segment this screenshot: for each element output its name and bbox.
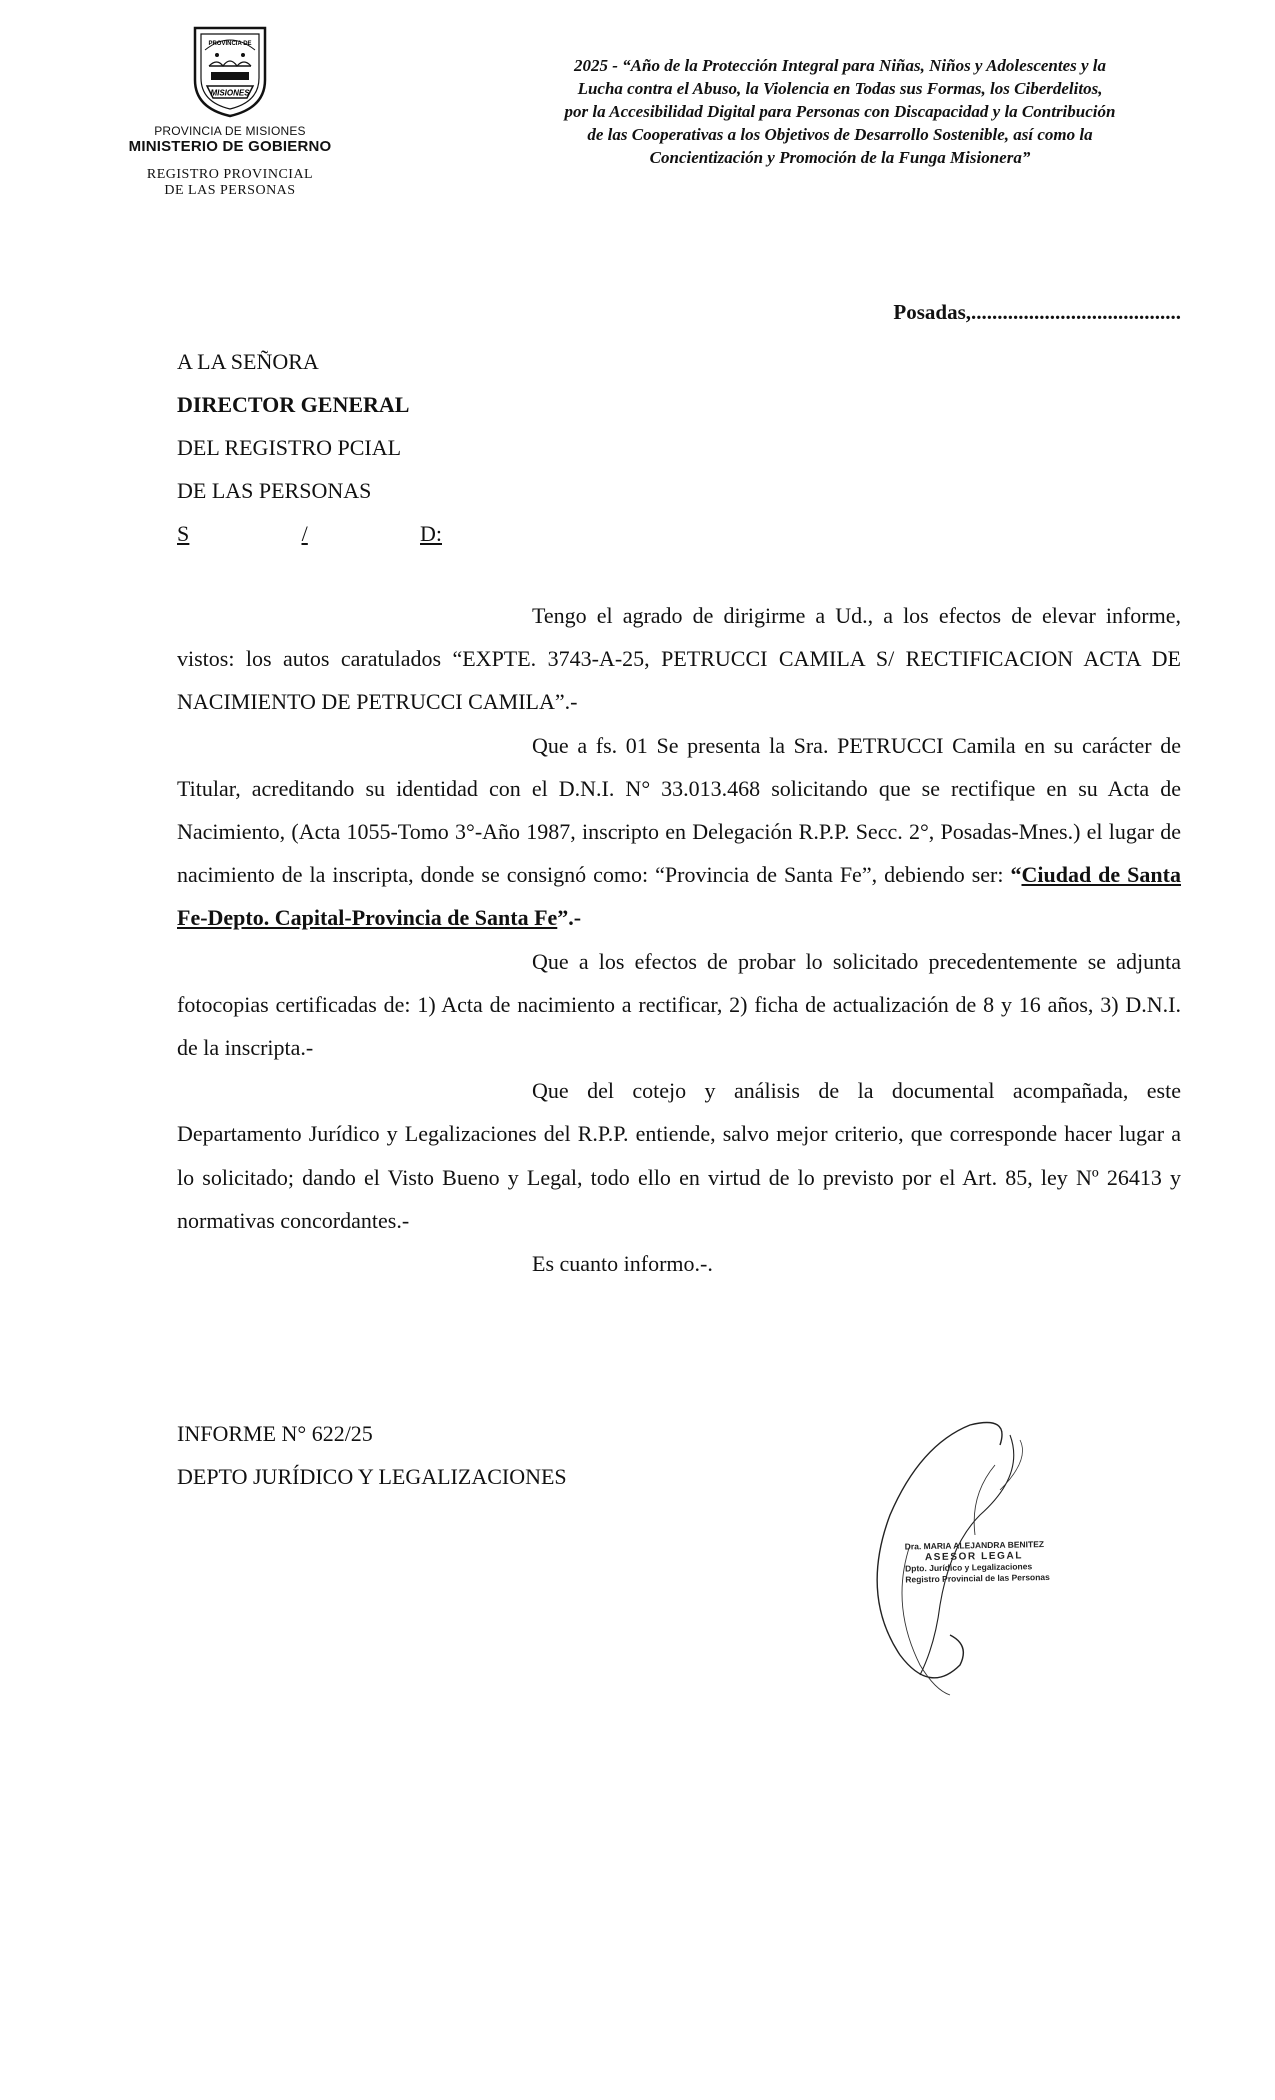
signature-stamp — [905, 1539, 1076, 1586]
addressee-line: DEL REGISTRO PCIAL — [177, 435, 402, 460]
addressee-title: DIRECTOR GENERAL — [177, 392, 410, 417]
addressee-line: A LA SEÑORA — [177, 349, 319, 374]
provincial-coat-of-arms-icon — [187, 20, 273, 120]
svg-text:PROVINCIA DE: PROVINCIA DE — [208, 41, 252, 47]
addressee-line: DE LAS PERSONAS — [177, 478, 372, 503]
place-date: Posadas,........................................ — [893, 300, 1181, 324]
department-name: DEPTO JURÍDICO Y LEGALIZACIONES — [177, 1464, 567, 1489]
letterhead — [100, 20, 360, 199]
sd-mid: / — [301, 521, 308, 546]
body-paragraph: Que del cotejo y análisis de la documental acompañada, este Departamento Jurídico y Legalizaciones del R.P.P. entiende, salvo mejor criterio, que corresponde hacer lugar a lo solicitado; dando el Visto Bueno y Legal, todo ello en virtud de lo previsto por el Art. 85, ley Nº 26413 y normativas concordantes.- — [177, 1078, 1181, 1233]
report-body — [177, 594, 1181, 1285]
corrected-birthplace: Ciudad de Santa Fe-Depto. Capital-Provincia de Santa Fe — [177, 862, 1181, 931]
motto-line: Lucha contra el Abuso, la Violencia en Todas sus Formas, los Ciberdelitos, — [577, 79, 1103, 98]
body-paragraph-closing: Es cuanto informo.-. — [532, 1251, 713, 1277]
quote-close: ”.- — [557, 905, 582, 931]
stamp-dept: Dpto. Jurídico y Legalizaciones — [905, 1561, 1033, 1574]
year-motto — [490, 54, 1190, 169]
report-number: INFORME N° 622/25 — [177, 1421, 373, 1446]
registry-name-line2: DE LAS PERSONAS — [164, 183, 296, 198]
stamp-role: ASESOR LEGAL — [924, 1550, 1024, 1564]
sd-right: D: — [420, 521, 442, 546]
svg-text:MISIONES: MISIONES — [210, 88, 250, 98]
ministry-name: MINISTERIO DE GOBIERNO — [128, 138, 332, 155]
quote-open: “ — [1010, 862, 1022, 888]
province-name: PROVINCIA DE MISIONES — [154, 124, 306, 138]
paragraph-text: Que a fs. 01 Se presenta la Sra. PETRUCCI Camila en su carácter de Titular, acreditando su identidad con el D.N.I. N° 33.013.468 solicitando que se rectifique en su Acta de Nacimiento, (Acta 1055-Tomo 3°-Año 1987, inscripto en Delegación R.P.P. Secc. 2°, Posadas-Mnes.) el lugar de nacimiento de la inscripta, donde se consignó como: “Provincia de Santa Fe”, debiendo ser: — [177, 732, 1181, 888]
motto-line: Concientización y Promoción de la Funga Misionera” — [649, 148, 1031, 167]
motto-line: 2025 - “Año de la Protección Integral para Niñas, Niños y Adolescentes y la — [573, 56, 1107, 75]
motto-line: por la Accesibilidad Digital para Personas con Discapacidad y la Contribución — [564, 102, 1116, 121]
report-footer — [177, 1412, 567, 1498]
stamp-org: Registro Provincial de las Personas — [905, 1571, 1050, 1585]
addressee-block — [177, 340, 442, 555]
sd-salutation — [177, 512, 442, 555]
registry-name-line1: REGISTRO PROVINCIAL — [146, 167, 314, 182]
stamp-name: Dra. MARIA ALEJANDRA BENITEZ — [904, 1539, 1045, 1552]
motto-line: de las Cooperativas a los Objetivos de Desarrollo Sostenible, así como la — [587, 125, 1093, 144]
body-paragraph: Que a los efectos de probar lo solicitado precedentemente se adjunta fotocopias certificadas de: 1) Acta de nacimiento a rectificar, 2) ficha de actualización de 8 y 16 años, 3) D.N.I. de la inscripta.- — [177, 948, 1181, 1061]
body-paragraph — [177, 724, 1181, 940]
sd-left: S — [177, 521, 190, 546]
body-paragraph: Tengo el agrado de dirigirme a Ud., a los efectos de elevar informe, vistos: los autos caratulados “EXPTE. 3743-A-25, PETRUCCI CAMILA S/ RECTIFICACION ACTA DE NACIMIENTO DE PETRUCCI CAMILA”.- — [177, 603, 1181, 715]
